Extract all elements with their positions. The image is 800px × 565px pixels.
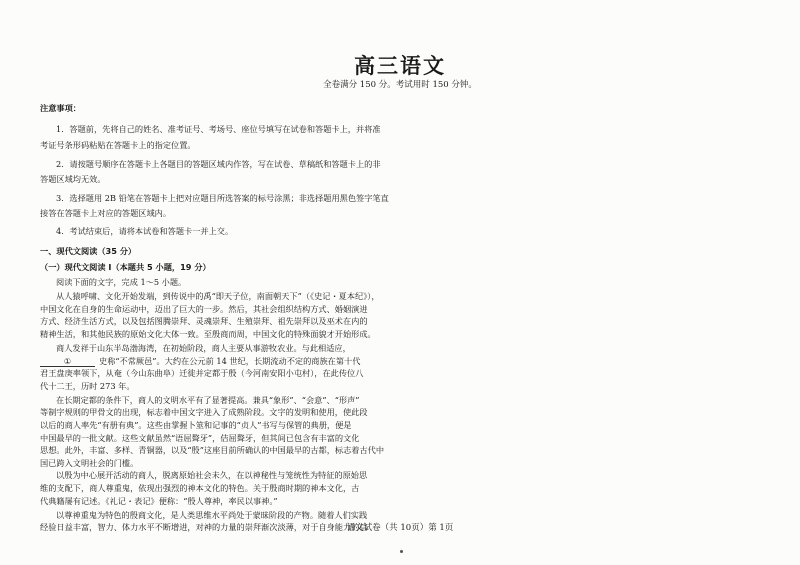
scan-speck [400, 550, 403, 553]
passage-line: 商人发祥于山东半岛渤海湾，在初始阶段，商人主要从事游牧农业。与此相适应， [56, 342, 351, 353]
exam-subtitle: 全卷满分 150 分。考试用时 150 分钟。 [323, 80, 477, 90]
passage-line: 等制字规则的甲骨文的出现，标志着中国文字进入了成熟阶段。文字的发明和使用，使此段 [40, 407, 368, 418]
passage-line: 中国文化在自身的生命运动中，迈出了巨大的一步。然后，其社会组织结构方式、婚姻演进 [40, 303, 368, 314]
passage-line: 从人猿呼啸、文化开始发端，到传说中的禹“即天子位，南面朝天下”（《史记・夏本纪》）， [56, 291, 380, 301]
fill-in-blank-1: ① [40, 356, 95, 367]
notice-item-2-line-1: 2．请按题号顺序在答题卡上各题目的答题区域内作答，写在试卷、草稿纸和答题卡上的非 [56, 159, 381, 169]
passage-line: 精神生活，和其他民族的原始文化大体一致。至殷商而周，中国文化的特殊面貌才开始形成。 [40, 328, 376, 339]
notice-item-4: 4．考试结束后，请将本试卷和答题卡一并上交。 [56, 226, 234, 236]
passage-line: 国已跨入文明社会的门槛。 [40, 457, 139, 468]
passage-line: 以尊神重鬼为特色的殷商文化，是人类思维水平尚处于蒙昧阶段的产物。随着人们实践 [56, 509, 368, 520]
passage-line: 思想。此外，丰富、多样、青铜器，以及“殷”这座目前所确认的中国最早的古都，标志着古代中 [40, 445, 385, 456]
passage-line: 中国最早的一批文献。这些文献虽然“语屈聱牙”，佶屈聱牙，但其间已包含有丰富的文化 [40, 432, 360, 443]
notice-item-1-line-2: 考证号条形码粘贴在答题卡上的指定位置。 [40, 140, 196, 150]
notice-item-3-line-2: 接答在答题卡上对应的答题区域内。 [40, 208, 172, 218]
passage-line-with-blank [40, 356, 360, 367]
section-heading: 一、现代文阅读（35 分） [40, 246, 137, 256]
notice-heading: 注意事项： [40, 103, 81, 113]
passage-line: 在长期定都的条件下，商人的文明水平有了显著提高。兼具“象形”、“会意”、“形声” [56, 394, 360, 405]
passage-line: 经验日益丰富，智力、体力水平不断增进，对神的力量的崇拜渐次淡薄，对于自身能力的信 [40, 522, 368, 533]
notice-item-1-line-1: 1．答题前，先将自己的姓名、准考证号、考场号、座位号填写在试卷和答题卡上，并将准 [56, 124, 381, 134]
passage-line: 方式、经济生活方式，以及包括图腾崇拜、灵魂崇拜、生殖崇拜、祖先崇拜以及巫术在内的 [40, 316, 368, 327]
page-title: 高三语文 [354, 54, 446, 78]
passage-line: 代典籍屡有记述。《礼记・表记》便称：“殷人尊神，率民以事神。” [40, 495, 278, 506]
page-footer: 语文试卷（共 10页）第 1页 [346, 523, 454, 533]
notice-item-2-line-2: 答题区域均无效。 [40, 174, 106, 184]
passage-line: 维的支配下，商人尊重鬼，依现出强烈的神本文化的特色。关于殷商时期的神本文化，古 [40, 483, 360, 493]
section-sub-heading: （一）现代文阅读 Ⅰ（本题共 5 小题，19 分） [40, 262, 211, 272]
passage-line: 代十二王，历时 273 年。 [40, 380, 135, 391]
passage-text: 史称“不常厥邑”。大约在公元前 14 世纪，长期流动不定的商族在第十代 [99, 355, 361, 366]
reading-instruction: 阅读下面的文字，完成 1～5 小题。 [56, 277, 187, 287]
passage-line: 君王盘庚率领下，从奄（今山东曲阜）迁徙并定都于殷（今河南安阳小屯村），在此传位八 [40, 368, 364, 379]
notice-item-3-line-1: 3．选择题用 2B 铅笔在答题卡上把对应题目所选答案的标号涂黑；非选择题用黑色签字笔直 [56, 193, 389, 203]
passage-line: 以后的商人率先“有册有典”。这些由掌握卜筮和记事的“贞人”书写与保管的典册，便是 [40, 420, 352, 430]
passage-line: 以殷为中心展开活动的商人，脱离原始社会未久，在以神秘性与笼统性为特征的原始思 [56, 470, 368, 481]
